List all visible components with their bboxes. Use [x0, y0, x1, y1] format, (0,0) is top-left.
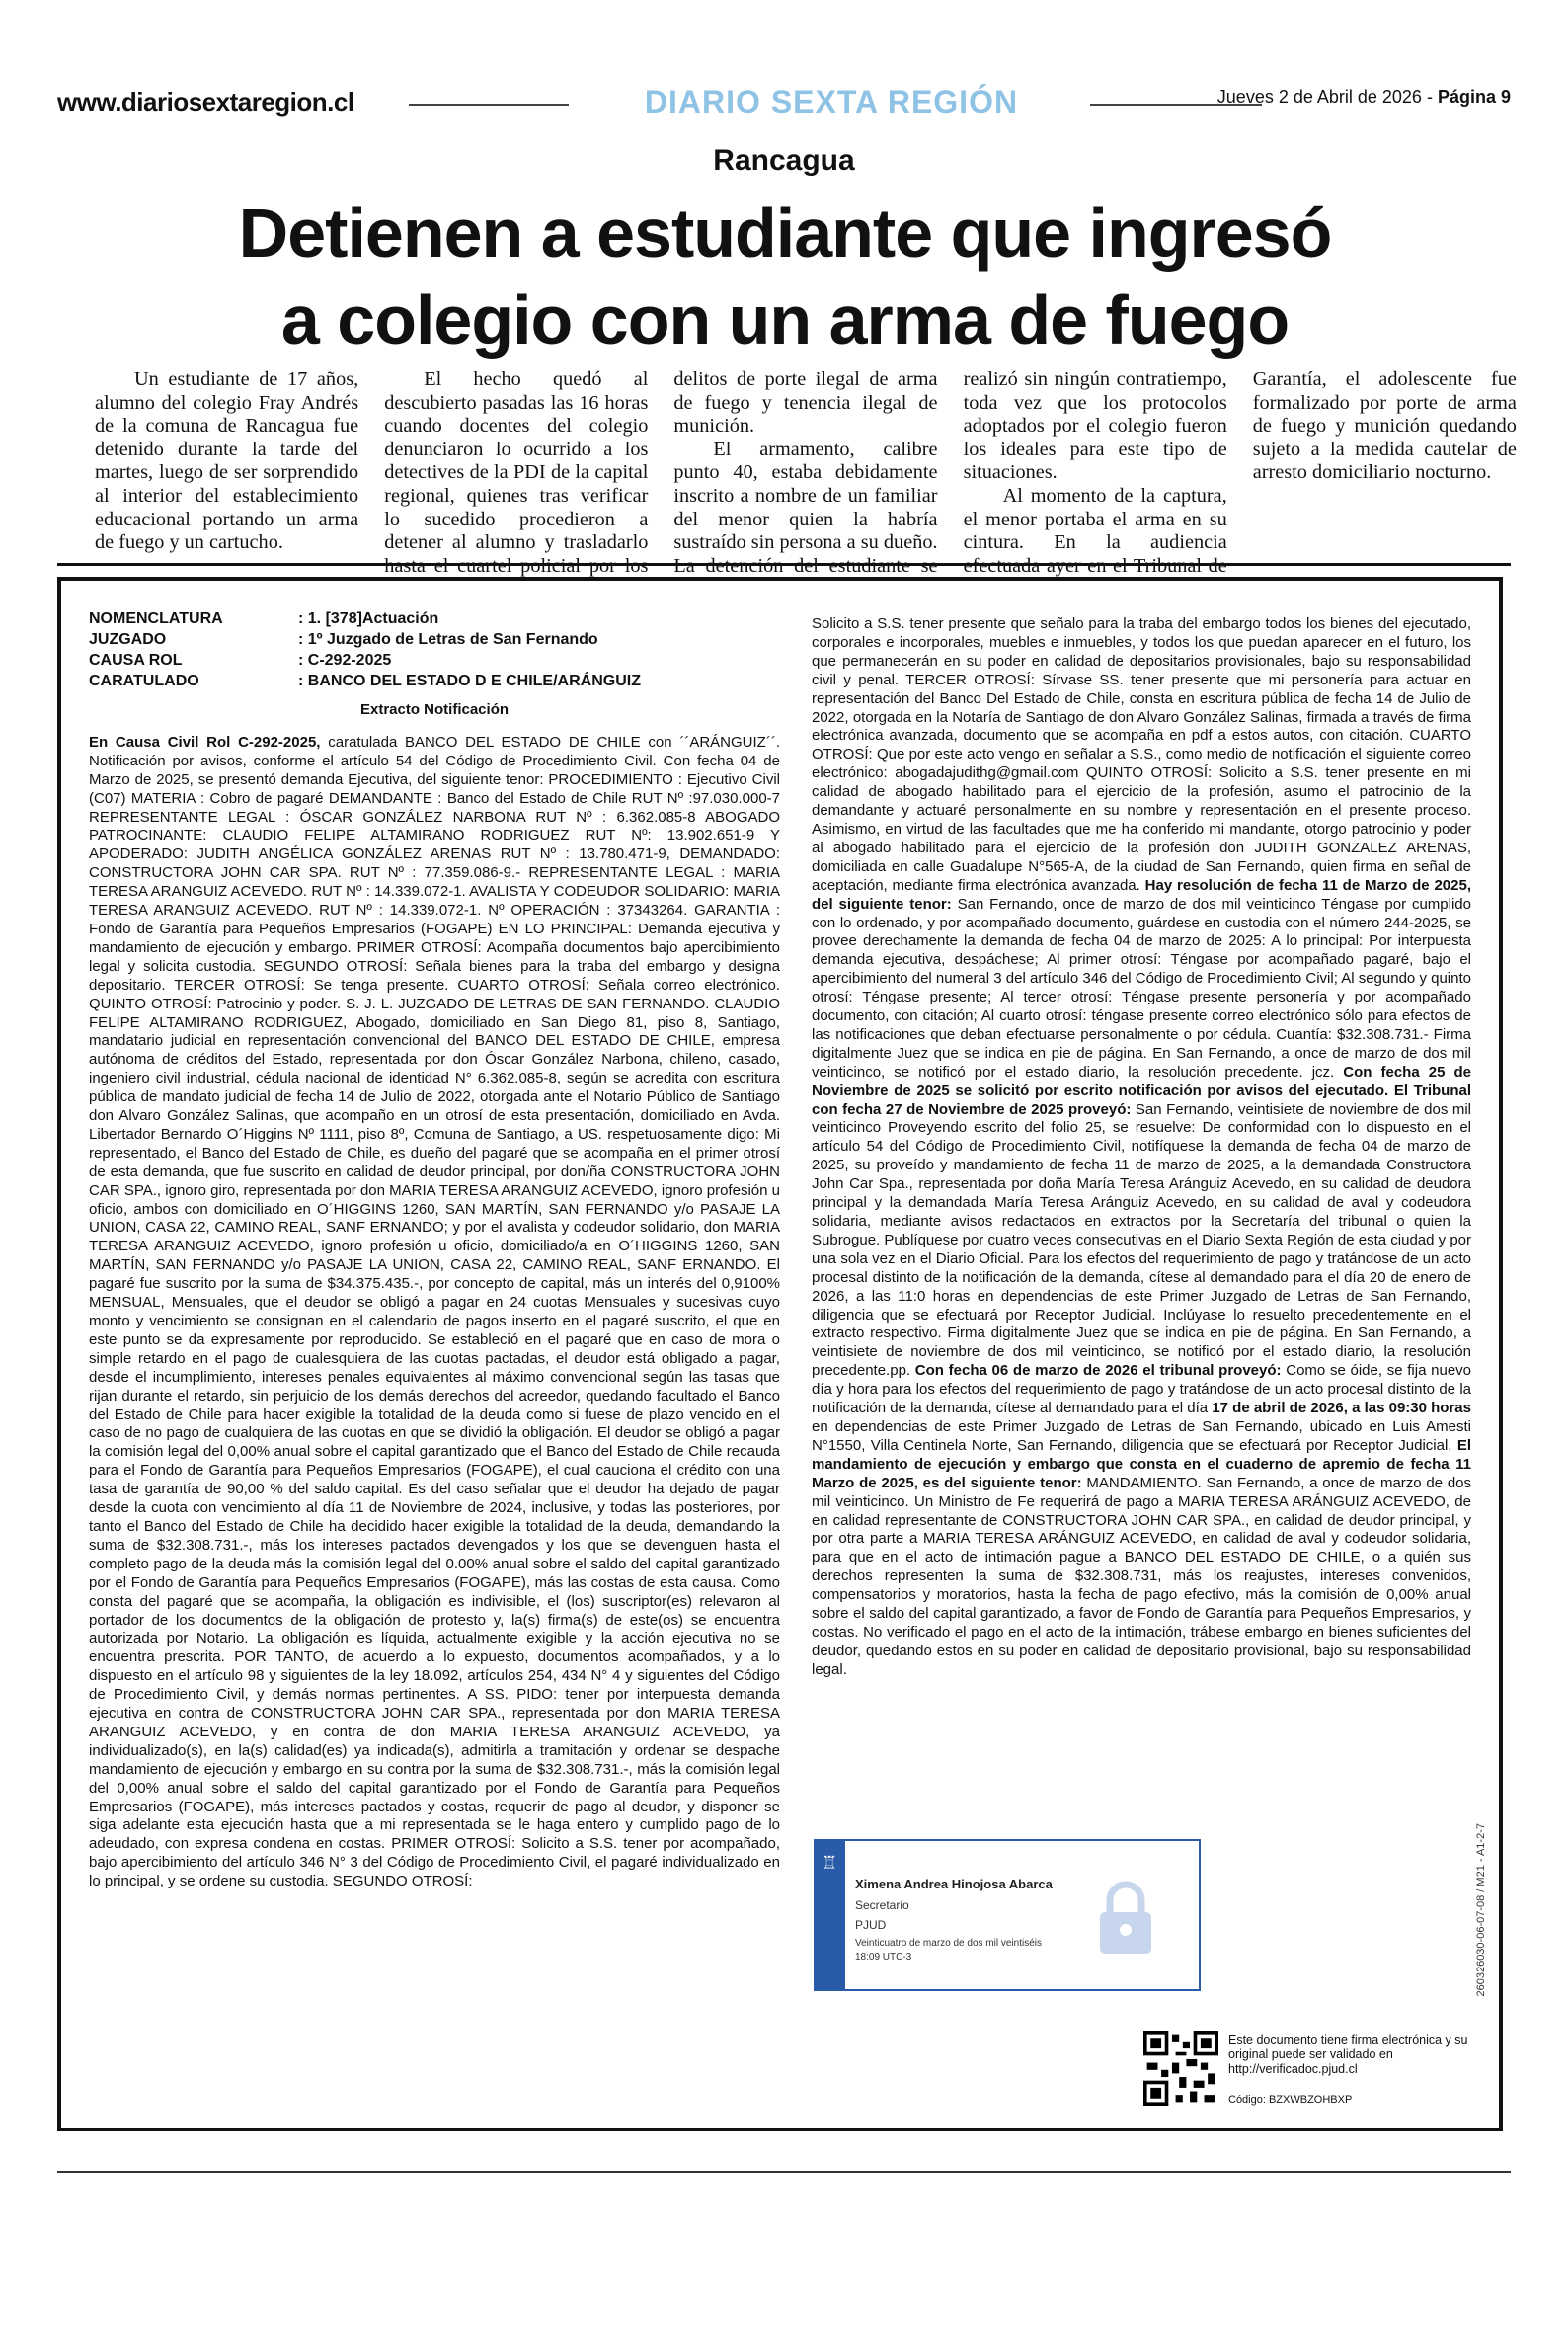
meta-key: CAUSA ROL: [89, 652, 183, 669]
signature-sidebar: [816, 1841, 845, 1989]
section-divider: [57, 563, 1511, 566]
meta-key: CARATULADO: [89, 673, 199, 689]
meta-row: [89, 608, 780, 629]
meta-row: [89, 671, 780, 691]
notice-left-text: [89, 734, 780, 1891]
signer-name: Ximena Andrea Hinojosa Abarca: [855, 1877, 1053, 1891]
verification-code: Código: BZXWBZOHBXP: [1228, 2094, 1353, 2106]
page-header: [57, 81, 1511, 130]
dateline: [1217, 87, 1511, 108]
new-date-tail: en dependencias de este Primer Juzgado de Letras de San Fernando, ubicado en Luis Amesti N°1550, Villa Centinela Norte, San Fernando, diligencia que se efectuará por Receptor Judicial.: [812, 1417, 1471, 1454]
otrosi-text: Solicito a S.S. tener presente que señalo para la traba del embargo todos los bienes del ejecutado, corporales e incorporales, muebles e inmuebles, y todos los que puedan aparecer en el futuro, los que permanecerán en su poder en calidad de depositarios provisionales, bajo su responsabilidad civil y penal. TERCER OTROSÍ: Sírvase SS. tener presente que mi personería para actuar en representación del Banco Del Estado de Chile, consta en escritura pública de fecha 14 de Julio de 2022, otorgada en la Notaría de Santiago de don Alvaro González Salinas, firmada a través de firma electrónica avanzada, documento que se acompaña en pdf a estos autos, con citación. CUARTO OTROSÍ: Que por este acto vengo en señalar a S.S., como medio de notificación el siguiente correo electrónico: abogadajudithg@gmail.com QUINTO OTROSÍ: Solicito a S.S. tener presente en mi calidad de abogado habilitado para el ejercicio de la profesión, asumo el patrocinio de la demandante y actuaré personalmente en su nombre y representación en el presente proceso. Asimismo, en virtud de las facultades que me ha conferido mi mandante, otorgo patrocinio y poder al abogado habilitado para el ejercicio de la profesión don JUDITH GONZALEZ ARENAS, domiciliada en calle Guadalupe N°565-A, de la ciudad de San Fernando, quien firma en señal de aceptación, mediante firma electrónica avanzada.: [812, 615, 1471, 894]
article-paragraph: Al momento de la captura, el menor portaba el arma en su cintura. En la audiencia Garantía, el adolescente fue formalizado por porte de arma de fuego y munición quedando sujeto a la medida cautelar de arresto domiciliario nocturno.: [963, 368, 1517, 554]
meta-value: : BANCO DEL ESTADO D E CHILE/ARÁNGUIZ: [298, 673, 641, 689]
headline-line-1: Detienen a estudiante que ingresó: [238, 195, 1332, 272]
article-body: [95, 368, 1517, 578]
notice-right-text: [812, 615, 1471, 1680]
header-rule-left: [409, 104, 569, 106]
notice-left-column: [89, 608, 780, 1891]
extract-title: Extracto Notificación: [359, 701, 510, 718]
notice-right-column: [812, 615, 1471, 1680]
headline-line-2: a colegio con un arma de fuego: [280, 281, 1290, 359]
notification-text: San Fernando, veintisiete de noviembre de dos mil veinticinco Proveyendo escrito del folio 25, se resuelve: De conformidad con lo dispuesto en el artículo 54 del Código de Procedimiento Civil, notifíquese la demanda de fecha 04 de marzo de 2025, su proveído y mandamiento de fecha 11 de marzo de 2025, a la demandada Constructora John Car Spa., representada por doña María Teresa Aránguiz Acevedo, en su calidad de deudora principal y la demandada María Teresa Aránguiz Acevedo, en su calidad de aval y codeudora solidaria, mediante avisos redactados en extractos por la Secretaría del tribunal o quien la Subrogue. Publíquese por cuatro veces consecutivas en el Diario Sexta Región de esta ciudad y por una sola vez en el Diario Oficial. Para los efectos del requerimiento de pago y tratándose de un acto procesal distinto de la notificación de la demanda, cítese al demandado para el día 20 de enero de 2026, a las 11:0 horas en dependencias de este Primer Juzgado de Letras de San Fernando, diligencia que se efectuará por Receptor Judicial. Inclúyase lo resuelto precedentemente en el extracto respectivo. Firma digitalmente Juez que se indica en pie de página. En San Fernando, a veintisiete de noviembre de dos mil veinticinco, se notificó por el estado diario, la resolución precedente.pp.: [812, 1100, 1471, 1380]
signature-time: 18:09 UTC-3: [855, 1952, 912, 1963]
hearing-date: 17 de abril de 2026, a las 09:30 horas: [1212, 1400, 1471, 1417]
lock-icon: [1094, 1879, 1157, 1958]
meta-row: [89, 650, 780, 671]
page-number: Página 9: [1437, 87, 1511, 107]
case-lead: En Causa Civil Rol C-292-2025,: [89, 733, 321, 751]
newspaper-brand: DIARIO SEXTA REGIÓN: [644, 84, 1019, 120]
meta-key: JUZGADO: [89, 631, 167, 648]
article-paragraph: El hecho quedó al descubierto pasadas las 16 horas cuando docentes del colegio denunciaron lo ocurrido a los detectives de la PDI de la capital regional, quienes tras verificar lo sucedido procedieron a detener al alumno y trasladarlo delitos de porte ilegal de arma de fuego y tenencia ilegal de munición.: [384, 368, 938, 554]
notification-heading: Con fecha 25 de Noviembre de 2025 se solicitó por escrito notificación por avisos del ejecutado. El Tribunal con fecha 27 de Noviembre de 2025 proveyó:: [812, 1063, 1471, 1118]
resolution-text: San Fernando, once de marzo de dos mil veinticinco Téngase por cumplido con lo ordenado, y por acompañado documento, guárdese en custodia con el número 244-2025, se provee derechamente la demanda de fecha 04 de marzo de 2025: A lo principal: Por interpuesta demanda ejecutiva, despáchese; Al primer otrosí: Téngase por acompañado pagaré, bajo el apercibimiento del numeral 3 del artículo 346 del Código de Procedimiento Civil; Al segundo y quinto otrosí: Téngase presente; Al tercer otrosí: Téngase presente personería y por acompañado documento, con citación; Al cuarto otrosí: téngase presente correo electrónico sólo para efectos de las notificaciones que deban efectuarse personalmente o por cédula. Cuantía: $32.308.731.- Firma digitalmente Juez que se indica en pie de página. En San Fernando, a once de marzo de dos mil veinticinco, se notificó por el estado diario, la resolución precedente. jcz.: [812, 895, 1471, 1081]
mandate-heading: El mandamiento de ejecución y embargo que consta en el cuaderno de apremio de fecha 11 Marzo de 2025, es del siguiente tenor:: [812, 1436, 1471, 1491]
article-paragraph: Un estudiante de 17 años, alumno del colegio Fray Andrés de la comuna de Rancagua fue detenido durante la tarde del martes, luego de ser sorprendido al interior del establecimiento educacional portando un arma de fuego y un cartucho.: [95, 368, 359, 554]
resolution-heading: Hay resolución de fecha 11 de Marzo de 2025, del siguiente tenor:: [812, 876, 1471, 913]
article-paragraph: El armamento, calibre punto 40, estaba debidamente inscrito a nombre de un familiar del menor quien la habría sustraído sin persona a su dueño. realizó sin ningún contratiempo, toda vez que los protocolos adoptados por el colegio fueron los ideales para este tipo de situaciones.: [673, 368, 1227, 554]
verification-area: [1143, 2031, 1479, 2110]
signer-role: Secretario: [855, 1898, 909, 1912]
signer-org: PJUD: [855, 1918, 887, 1932]
verification-text: Este documento tiene firma electrónica y su original puede ser validado en http://verificadoc.pjud.cl: [1228, 2033, 1468, 2076]
meta-value: : 1. [378]Actuación: [298, 610, 439, 627]
qr-code-icon[interactable]: [1143, 2031, 1218, 2106]
pjud-emblem-icon: ♖: [822, 1853, 838, 1873]
meta-value: : C-292-2025: [298, 652, 392, 669]
legal-notice: [57, 577, 1503, 2131]
mandate-text: MANDAMIENTO. San Fernando, a once de marzo de dos mil veinticinco. Un Ministro de Fe requerirá de pago a MARIA TERESA ARÁNGUIZ ACEVEDO, de en calidad representante de CONSTRUCTORA JOHN CAR SPA., en calidad de deudor principal, y por otra parte a MARIA TERESA ARÁNGUIZ ACEVEDO, en calidad de aval y codeudor solidaria, para que en el acto de intimación pague a BANCO DEL ESTADO DE CHILE, o a quién sus derechos representen la suma de $32.308.731, más los reajustes, intereses convenidos, compensatorios y moratorios, hasta la fecha de pago efectivo, más la comisión de 0,00% anual sobre el saldo del capital garantizado, a favor de Fondo de Garantía para Pequeños Empresarios, y costas. No verificado el pago en el acto de la intimación, trábese embargo en bienes suficientes del deudor, quedando estos en su poder en calidad de depositario provisional, bajo su responsabilidad legal.: [812, 1474, 1472, 1678]
new-date-text: Como se óide, se fija nuevo día y hora para los efectos del requerimiento de pago y tratándose de un acto procesal distinto de la notificación de la demanda, cítese al demandado para el día: [812, 1362, 1472, 1417]
meta-row: [89, 629, 780, 650]
new-date-heading: Con fecha 06 de marzo de 2026 el tribunal proveyó:: [914, 1362, 1282, 1380]
article-headline: [79, 190, 1491, 363]
electronic-signature-box: [814, 1839, 1201, 1991]
site-url: www.diariosextaregion.cl: [57, 87, 354, 117]
notice-metadata: [89, 608, 780, 691]
case-text: caratulada BANCO DEL ESTADO DE CHILE con ´´ARÁNGUIZ´´. Notificación por avisos, conforme el artículo 54 del Código de Procedimiento Civil. Con fecha 04 de Marzo de 2025, se presentó demanda Ejecutiva, del siguiente tenor: PROCEDIMIENTO : Ejecutivo Civil (C07) MATERIA : Cobro de pagaré DEMANDANTE : Banco del Estado de Chile RUT Nº :97.030.000-7 REPRESENTANTE LEGAL : ÓSCAR GONZÁLEZ NARBONA RUT Nº : 6.362.085-8 ABOGADO PATROCINANTE: CLAUDIO FELIPE ALTAMIRANO RODRIGUEZ RUT Nº: 13.902.651-9 Y APODERADO: JUDITH ANGÉLICA GONZÁLEZ ARENAS RUT Nº : 13.780.471-9, DEMANDADO: CONSTRUCTORA JOHN CAR SPA. RUT Nº : 77.359.086-9.- REPRESENTANTE LEGAL : MARIA TERESA ARANGUIZ ACEVEDO. RUT Nº : 14.339.072-1. AVALISTA Y CODEUDOR SOLIDARIO: MARIA TERESA ARANGUIZ ACEVEDO. RUT Nº : 14.339.072-1. Nº OPERACIÓN : 37343264. GARANTIA : Fondo de Garantía para Pequeños Empresarios (FOGAPE) EN LO PRINCIPAL: Demanda ejecutiva y mandamiento de ejecución y embargo. PRIMER OTROSÍ: Acompaña documentos bajo apercibimiento legal y solicita custodia. SEGUNDO OTROSÍ: Señala bienes para la traba del embargo y designa depositario. TERCER OTROSÍ: Se tenga presente. CUARTO OTROSÍ: Señala correo electrónico. QUINTO OTROSÍ: Patrocinio y poder. S. J. L. JUZGADO DE LETRAS DE SAN FERNANDO. CLAUDIO FELIPE ALTAMIRANO RODRIGUEZ, Abogado, domiciliado en San Diego 81, piso 8, Santiago, mandatario judicial en representación convencional del BANCO DEL ESTADO DE CHILE, empresa autónoma de créditos del Estado, representada por don Óscar González Narbona, chileno, casado, ingeniero civil industrial, cédula nacional de identidad N° 6.362.085-8, según se acredita con escritura pública de mandato judicial de fecha 14 de Julio de 2022, otorgada ante el Notario Público de Santiago don Alvaro González Salinas, que acompaño en un otrosí de esta presentación, domiciliado en Avda. Libertador Bernardo O´Higgins Nº 1111, piso 8º, Comuna de Santiago, a US. respetuosamente digo: Mi representado, el Banco del Estado de Chile, es dueño del pagaré que se acompaña en el primer otrosí de esta demanda, que fue suscrito en calidad de deudor principal, por don/ña CONSTRUCTORA JOHN CAR SPA., ignoro giro, representada por don MARIA TERESA ARANGUIZ ACEVEDO, ignoro profesión u oficio, ambos con domiciliado en O´HIGGINS 1260, SAN MARTÍN, SAN FERNANDO y/o PASAJE LA UNION, CASA 22, CAMINO REAL, SANF ERNANDO; y por el avalista y codeudor solidario, don MARIA TERESA ARANGUIZ ACEVEDO, ignoro profesión u oficio, domiciliado/a en O´HIGGINS 1260, SAN MARTÍN, SAN FERNANDO y/o PASAJE LA UNION, CASA 22, CAMINO REAL, SANF ERNANDO. El pagaré fue suscrito por la suma de $34.375.435.-, por concepto de capital, más un interés del 0,9100% MENSUAL, Mensuales, que el deudor se obligó a pagar en 24 cuotas Mensuales y sucesivas cuyo monto y vencimiento se consignan en el calendario de pagos inserto en el pagaré suscrito, el que en este punto se da expresamente por reproducido. Se estableció en el pagaré que en caso de mora o simple retardo en el pago de cualesquiera de las cuotas pactadas, el deudor está obligado a pagar, desde el incumplimiento, intereses penales equivalentes al máximo convencional según las tasas que rijan durante el retardo, sin perjuicio de los demás derechos del acreedor, quedando facultado el Banco del Estado de Chile para hacer exigible la totalidad de la deuda como si fuese de plazo vencido en el caso de no pago de cualquiera de las cuotas en que se dividió la obligación. El deudor se obligó a pagar la comisión legal del 0,00% anual sobre el capital garantizado que el Banco del Estado de Chile recauda para el Fondo de Garantía para Pequeños Empresarios (FOGAPE), el cual cauciona el crédito con una tasa de garantía de 90,00 % del saldo capital. Es del caso señalar que el deudor ha dejado de pagar desde la cuota con vencimiento al día 11 de Noviembre de 2024, inclusive, y todas las posteriores, por tanto el Banco del Estado de Chile ha decidido hacer exigible la totalidad de la deuda, demandando la suma de $32.308.731.-, más los intereses pactados devengados y los que se devenguen hasta el completo pago de la deuda más la comisión legal del 0.00% anual sobre el saldo del capital garantizado por el Fondo de Garantía para Pequeños Empresarios (FOGAPE), más las costas de esta causa. Como consta del pagaré que se acompaña, la obligación es indivisible, el (los) suscriptor(es) relevaron al portador de los documentos de la obligación de protesto y, la(s) firma(s) de este(os) se encuentra autorizada por Notario. La obligación es líquida, actualmente exigible y la acción ejecutiva no se encuentra prescrita. POR TANTO, de acuerdo a lo expuesto, documentos acompañados, y a lo dispuesto en el artículo 98 y siguientes de la ley 18.092, artículos 254, 434 N° 4 y siguientes del Código de Procedimiento Civil, y demás normas pertinentes. A SS. PIDO: tener por interpuesta demanda ejecutiva en contra de CONSTRUCTORA JOHN CAR SPA., representada por don MARIA TERESA ARANGUIZ ACEVEDO, y en contra de don MARIA TERESA ARANGUIZ ACEVEDO, ya individualizado(s), en la(s) calidad(es) ya indicada(s), admitirla a tramitación y ordenar se despache mandamiento de ejecución y embargo en su contra por la suma de $32.308.731.-, más la comisión legal del 0,00% anual sobre el saldo del capital garantizado por el Fondo de Garantía para Pequeños Empresarios (FOGAPE), más intereses pactados y costas, requerir de pago al deudor, y disponer se siga adelante esta ejecución hasta que a mi representada se le haga entero y cumplido pago de lo adeudado, con expresa condena en costas. PRIMER OTROSÍ: Solicito a S.S. tener por acompañado, bajo apercibimiento del artículo 346 N° 3 del Código de Procedimiento Civil, el pagaré individualizado en lo principal, y se ordene su custodia. SEGUNDO OTROSÍ:: [89, 733, 780, 1890]
meta-value: : 1º Juzgado de Letras de San Fernando: [298, 631, 598, 648]
article-kicker: Rancagua: [713, 144, 855, 177]
bottom-rule: [57, 2171, 1511, 2173]
document-side-code: 260326030-06-07-08 / M21 - A1-2-7: [1475, 1823, 1487, 1997]
meta-key: NOMENCLATURA: [89, 610, 223, 627]
date-text: Jueves 2 de Abril de 2026 -: [1216, 87, 1433, 107]
signature-date: Veinticuatro de marzo de dos mil veintiséis: [855, 1938, 1042, 1949]
